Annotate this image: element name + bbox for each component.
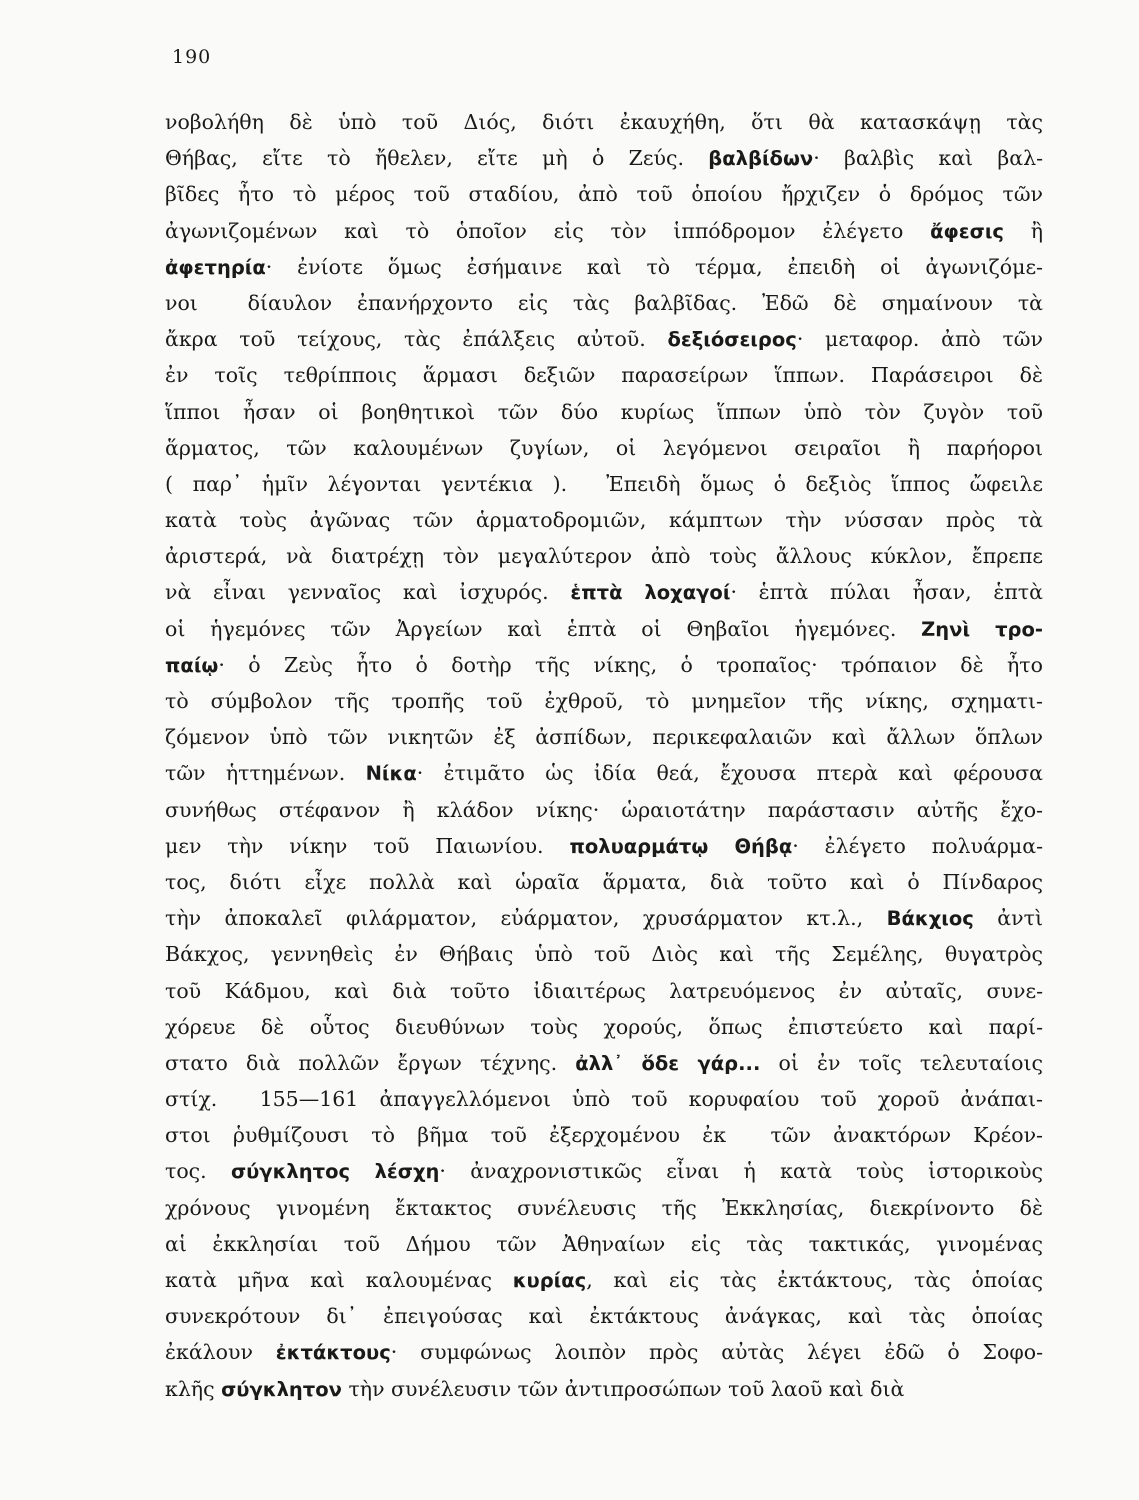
text-line — [165, 828, 1043, 864]
lemma-term: πολυαρμάτῳ Θήβᾳ — [569, 834, 793, 858]
text-segment: τὴν ἀποκαλεῖ φιλάρματον, εὐάρματον, χρυσάρματον κτ.λ., — [165, 906, 887, 931]
text-line — [165, 321, 1043, 357]
text-segment: τος, διότι εἶχε πολλὰ καὶ ὡραῖα ἅρματα, διὰ τοῦτο καὶ ὁ Πίνδαρος — [165, 869, 1043, 894]
text-line — [165, 213, 1043, 249]
text-segment: ἐκάλουν — [165, 1340, 276, 1365]
text-segment: · μεταφορ. ἀπὸ τῶν — [796, 327, 1043, 352]
text-line — [165, 1190, 1043, 1226]
lemma-term: ἐκτάκτους — [275, 1341, 391, 1365]
text-segment: χρόνους γινομένη ἔκτακτος συνέλευσις τῆς Ἐκκλησίας, διεκρίνοντο δὲ — [165, 1195, 1043, 1220]
lemma-term: Νίκα — [365, 762, 417, 786]
text-segment: κατὰ τοὺς ἀγῶνας τῶν ἁρματοδρομιῶν, κάμπτων τὴν νύσσαν πρὸς τὰ — [165, 508, 1043, 533]
text-segment: νὰ εἶναι γενναῖος καὶ ἰσχυρός. — [165, 580, 571, 605]
text-segment: στίχ. 155—161 ἀπαγγελλόμενοι ὑπὸ τοῦ κορυφαίου τοῦ χοροῦ ἀνάπαι- — [165, 1087, 1043, 1112]
text-line — [165, 249, 1043, 285]
text-line — [165, 1371, 1043, 1407]
lemma-term: ἀφετηρία — [165, 255, 266, 279]
text-segment: στατο διὰ πολλῶν ἔργων τέχνης. — [165, 1050, 576, 1075]
lemma-term: ἀλλ᾿ ὅδε γάρ... — [575, 1051, 761, 1075]
text-line — [165, 394, 1043, 430]
commentary-text — [165, 104, 1043, 1407]
text-line — [165, 285, 1043, 321]
text-line — [165, 1081, 1043, 1117]
text-line — [165, 1334, 1043, 1370]
text-segment: τὸ σύμβολον τῆς τροπῆς τοῦ ἐχθροῦ, τὸ μνημεῖον τῆς νίκης, σχηματι- — [165, 689, 1043, 713]
text-line — [165, 1153, 1043, 1189]
text-segment: , καὶ εἰς τὰς ἐκτάκτους, τὰς ὁποίας — [586, 1268, 1043, 1292]
text-segment: · ὁ Ζεὺς ἦτο ὁ δοτὴρ τῆς νίκης, ὁ τροπαῖος· τρόπαιον δὲ ἦτο — [218, 652, 1043, 677]
text-line — [165, 1262, 1043, 1298]
text-segment: κατὰ μῆνα καὶ καλουμένας — [165, 1268, 513, 1292]
text-segment: ἐν τοῖς τεθρίπποις ἅρμασι δεξιῶν παρασείρων ἵππων. Παράσειροι δὲ — [165, 363, 1043, 388]
text-segment: · ἐτιμᾶτο ὡς ἰδία θεά, ἔχουσα πτερὰ καὶ φέρουσα — [416, 761, 1043, 786]
page-number: 190 — [172, 46, 212, 68]
text-line — [165, 574, 1043, 610]
text-line — [165, 864, 1043, 900]
text-line — [165, 1226, 1043, 1262]
lemma-term: βαλβίδων — [708, 147, 814, 171]
text-line — [165, 936, 1043, 972]
lemma-term: Βάκχιος — [886, 907, 974, 931]
text-segment: ἀντὶ — [973, 906, 1043, 931]
text-line — [165, 430, 1043, 466]
text-segment: συνήθως στέφανον ἢ κλάδον νίκης· ὡραιοτάτην παράστασιν αὐτῆς ἔχο- — [165, 797, 1043, 822]
lemma-term: δεξιόσειρος — [667, 328, 797, 352]
text-segment: · βαλβὶς καὶ βαλ- — [813, 146, 1043, 171]
text-segment: ἀριστερά, νὰ διατρέχῃ τὸν μεγαλύτερον ἀπὸ τοὺς ἄλλους κύκλον, ἔπρεπε — [165, 544, 1043, 569]
text-segment: τοῦ Κάδμου, καὶ διὰ τοῦτο ἰδιαιτέρως λατρευόμενος ἐν αὐταῖς, συνε- — [165, 978, 1043, 1003]
text-line — [165, 1045, 1043, 1081]
text-segment: · ἐνίοτε ὅμως ἐσήμαινε καὶ τὸ τέρμα, ἐπειδὴ οἱ ἀγωνιζόμε- — [265, 254, 1043, 279]
text-segment: τος. — [165, 1159, 231, 1184]
text-segment: · ἑπτὰ πύλαι ἦσαν, ἑπτὰ — [730, 580, 1043, 605]
text-line — [165, 140, 1043, 176]
text-line — [165, 755, 1043, 791]
text-segment: ἅρματος, τῶν καλουμένων ζυγίων, οἱ λεγόμενοι σειραῖοι ἢ παρήοροι — [165, 435, 1043, 460]
text-segment: στοι ῥυθμίζουσι τὸ βῆμα τοῦ ἐξερχομένου ἐκ τῶν ἀνακτόρων Κρέον- — [165, 1123, 1043, 1148]
lemma-term: ἄφεσις — [930, 219, 1004, 243]
text-segment: συνεκρότουν δι᾿ ἐπειγούσας καὶ ἐκτάκτους ἀνάγκας, καὶ τὰς ὁποίας — [165, 1304, 1043, 1329]
text-segment: αἱ ἐκκλησίαι τοῦ Δήμου τῶν Ἀθηναίων εἰς τὰς τακτικάς, γινομένας — [165, 1231, 1043, 1256]
text-segment: βῖδες ἦτο τὸ μέρος τοῦ σταδίου, ἀπὸ τοῦ ὁποίου ἤρχιζεν ὁ δρόμος τῶν — [165, 182, 1043, 207]
text-segment: ἀγωνιζομένων καὶ τὸ ὁποῖον εἰς τὸν ἱππόδρομον ἐλέγετο — [165, 218, 931, 243]
text-line — [165, 176, 1043, 212]
text-segment: · ἀναχρονιστικῶς εἶναι ἡ κατὰ τοὺς ἱστορικοὺς — [439, 1159, 1043, 1184]
text-line — [165, 647, 1043, 683]
text-line — [165, 611, 1043, 647]
lemma-term: σύγκλητος λέσχη — [230, 1160, 440, 1184]
text-segment: οἱ ἐν τοῖς τελευταίοις — [760, 1050, 1043, 1075]
text-segment: ζόμενον ὑπὸ τῶν νικητῶν ἐξ ἀσπίδων, περικεφαλαιῶν καὶ ἄλλων ὅπλων — [165, 725, 1043, 750]
text-line — [165, 357, 1043, 393]
text-segment: μεν τὴν νίκην τοῦ Παιωνίου. — [165, 833, 570, 858]
text-segment: νοβολήθη δὲ ὑπὸ τοῦ Διός, διότι ἐκαυχήθη, ὅτι θὰ κατασκάψῃ τὰς — [165, 110, 1043, 134]
text-line — [165, 973, 1043, 1009]
text-line — [165, 1298, 1043, 1334]
text-line — [165, 719, 1043, 755]
text-line — [165, 1009, 1043, 1045]
text-line — [165, 538, 1043, 574]
text-segment: ἄκρα τοῦ τείχους, τὰς ἐπάλξεις αὐτοῦ. — [165, 327, 668, 352]
lemma-term: παίῳ — [165, 653, 219, 677]
lemma-term: Ζηνὶ τρο- — [921, 617, 1043, 641]
text-segment: Θήβας, εἴτε τὸ ἤθελεν, εἴτε μὴ ὁ Ζεύς. — [165, 146, 709, 171]
text-segment: ἢ — [1003, 218, 1043, 243]
lemma-term: ἑπτὰ λοχαγοί — [570, 581, 731, 605]
text-line — [165, 900, 1043, 936]
text-segment: · ἐλέγετο πολυάρμα- — [792, 833, 1043, 858]
text-line — [165, 502, 1043, 538]
text-line — [165, 466, 1043, 502]
text-line — [165, 104, 1043, 140]
text-line — [165, 792, 1043, 828]
text-segment: κλῆς — [165, 1376, 222, 1401]
text-segment: οἱ ἡγεμόνες τῶν Ἀργείων καὶ ἑπτὰ οἱ Θηβαῖοι ἡγεμόνες. — [165, 616, 922, 641]
text-line — [165, 683, 1043, 719]
text-segment: τὴν συνέλευσιν τῶν ἀντιπροσώπων τοῦ λαοῦ καὶ διὰ — [341, 1376, 905, 1401]
text-segment: Βάκχος, γεννηθεὶς ἐν Θήβαις ὑπὸ τοῦ Διὸς καὶ τῆς Σεμέλης, θυγατρὸς — [165, 942, 1043, 967]
lemma-term: σύγκλητον — [221, 1377, 342, 1401]
text-segment: χόρευε δὲ οὗτος διευθύνων τοὺς χορούς, ὅπως ἐπιστεύετο καὶ παρί- — [165, 1014, 1043, 1039]
text-segment: νοι δίαυλον ἐπανήρχοντο εἰς τὰς βαλβῖδας. Ἐδῶ δὲ σημαίνουν τὰ — [165, 290, 1043, 315]
text-line — [165, 1117, 1043, 1153]
text-segment: ἵπποι ἦσαν οἱ βοηθητικοὶ τῶν δύο κυρίως ἵππων ὑπὸ τὸν ζυγὸν τοῦ — [165, 399, 1043, 424]
text-segment: ( παρ᾿ ἡμῖν λέγονται γεντέκια ). Ἐπειδὴ ὅμως ὁ δεξιὸς ἵππος ὤφειλε — [165, 471, 1043, 496]
lemma-term: κυρίας — [512, 1269, 587, 1292]
text-segment: τῶν ἡττημένων. — [165, 761, 366, 786]
text-segment: · συμφώνως λοιπὸν πρὸς αὐτὰς λέγει ἐδῶ ὁ Σοφο- — [390, 1340, 1043, 1365]
